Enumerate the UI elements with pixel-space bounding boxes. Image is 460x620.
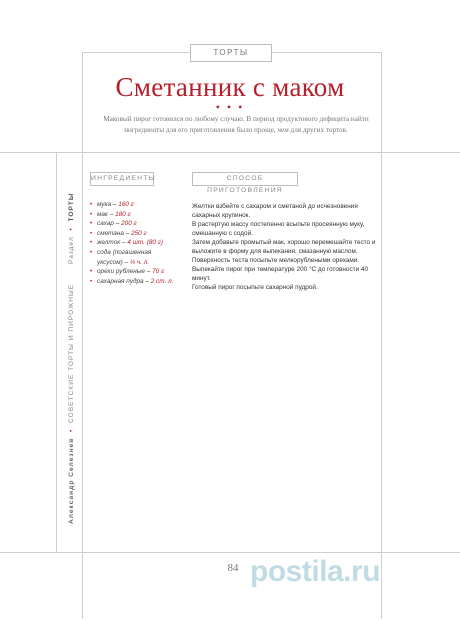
bullet-icon: •: [90, 268, 93, 276]
method-step: В растертую массу постепенно всыпьте просеянную муку, смешанную с содой.: [192, 221, 365, 237]
margin-rule: [56, 152, 57, 552]
method-step: Поверхность теста посыпьте мелкорублеными орехами.: [192, 257, 360, 264]
title-ornament: • • •: [215, 100, 245, 114]
ingredient-item: • желток – 4 шт. (80 г): [90, 239, 164, 247]
method-step: Выпекайте пирог при температуре 200 °С до готовности 40 минут.: [192, 266, 369, 282]
separator-icon: •: [68, 227, 75, 231]
bullet-icon: •: [90, 248, 93, 256]
ingredient-item: • мак – 180 г: [90, 210, 131, 218]
page-number: 84: [227, 562, 239, 574]
separator-icon: •: [68, 428, 75, 432]
bullet-icon: •: [90, 277, 93, 285]
bullet-icon: •: [90, 229, 93, 237]
section-tag: ТОРТЫ: [190, 44, 272, 62]
method-header: СПОСОБ ПРИГОТОВЛЕНИЯ: [192, 172, 298, 186]
bottom-rule: [0, 552, 460, 553]
method-step: Затем добавьте промытый мак, хорошо перемешайте тесто и выложите в форму для выпекания, смазанную маслом.: [192, 239, 376, 255]
margin-running-head: [66, 192, 78, 524]
ingredients-header: ИНГРЕДИЕНТЫ: [90, 172, 154, 186]
method-step: Желтки взбейте с сахаром и сметаной до исчезновения сахарных крупинок.: [192, 203, 358, 219]
author-name: Александр Селезнев: [68, 437, 75, 524]
recipe-intro: Маковый пирог готовился по любому случаю. В период продуктового дефицита найти ингредиенты для его приготовления было проще, чем для других тортов.: [103, 115, 369, 134]
ingredient-item: • сметана – 250 г: [90, 229, 147, 237]
book-title: СОВЕТСКИЕ ТОРТЫ И ПИРОЖНЫЕ: [68, 283, 75, 423]
top-rule: [0, 152, 460, 153]
bullet-icon: •: [90, 220, 93, 228]
ingredient-item: • орехи рубленые – 70 г: [90, 268, 165, 276]
method-step: Готовый пирог посыпьте сахарной пудрой.: [192, 284, 318, 291]
ingredient-item: • сода (погашенная уксусом) – ⅓ ч. л.: [90, 248, 152, 266]
method-text: [192, 202, 382, 292]
ingredients-list: [90, 200, 178, 286]
page-frame: [82, 52, 382, 619]
ingredient-item: • мука – 160 г: [90, 201, 134, 208]
section-label: Раздел: [68, 236, 75, 264]
bullet-icon: •: [90, 239, 93, 247]
recipe-title: Сметанник с маком: [115, 72, 345, 102]
section-name: ТОРТЫ: [68, 192, 75, 222]
bullet-icon: •: [90, 201, 93, 208]
ingredient-item: • сахарная пудра – 2 ст. л.: [90, 277, 174, 285]
watermark: postila.ru: [250, 555, 381, 588]
bullet-icon: •: [90, 210, 93, 218]
ingredient-item: • сахар – 200 г: [90, 220, 137, 228]
